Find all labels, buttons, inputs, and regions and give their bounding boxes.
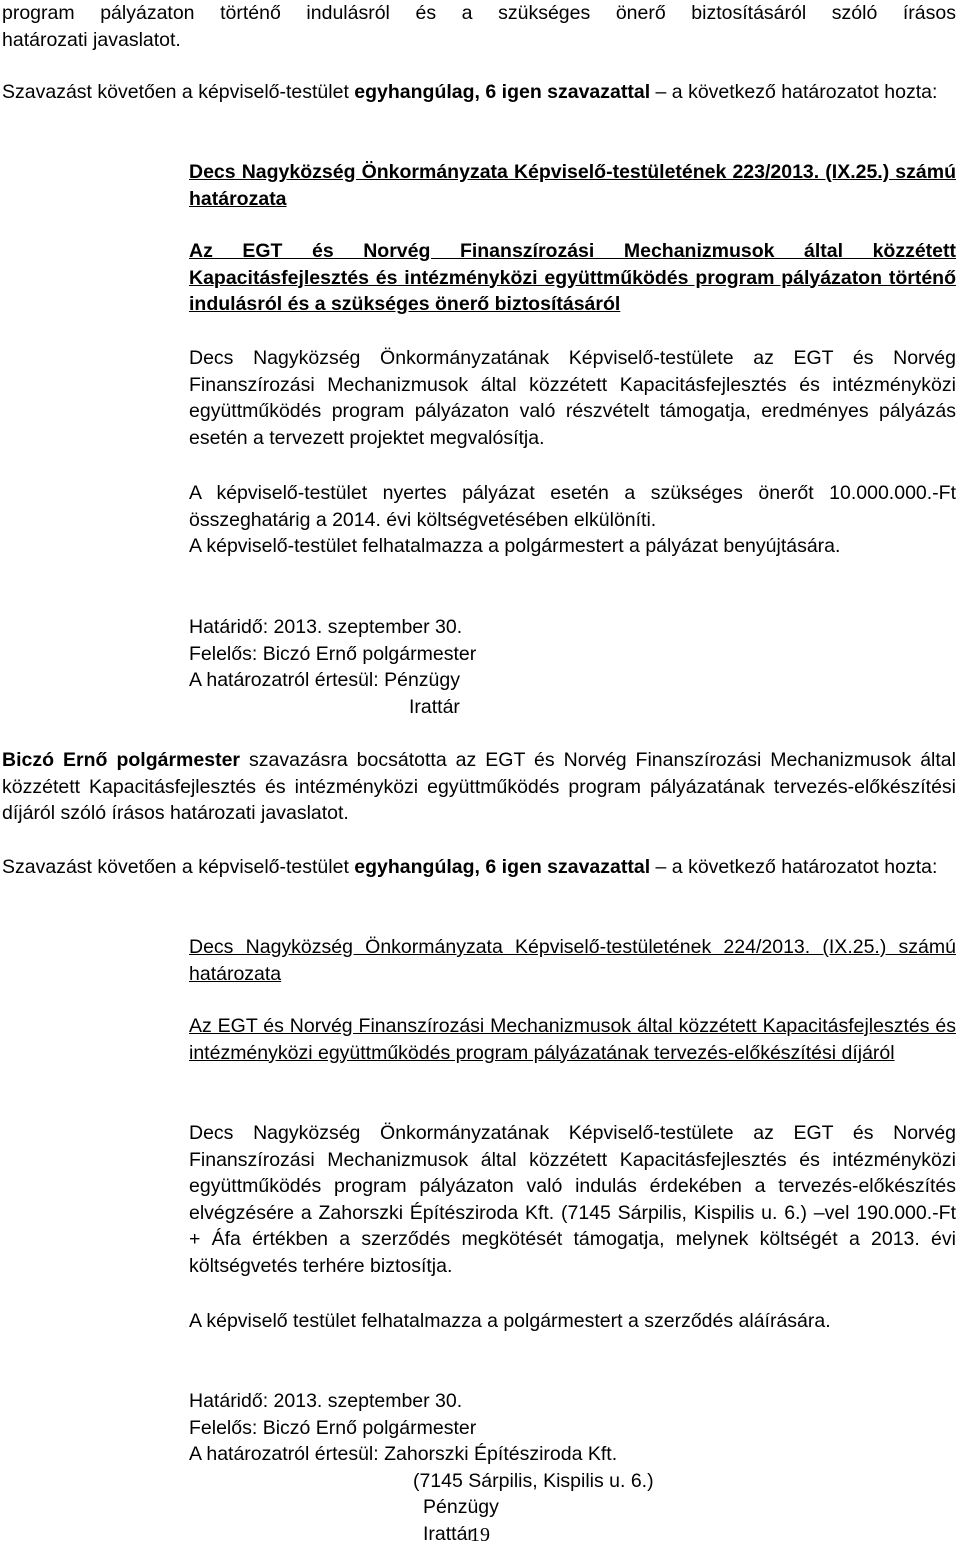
resolution-1-subject: Az EGT és Norvég Finanszírozási Mechanizmusok által közzétett Kapacitásfejlesztés és intézményközi együttműködés program pályázaton történő indulásról és a szükséges önerő biztosításáról bbox=[189, 240, 956, 315]
resolution-2-responsible: Felelős: Biczó Ernő polgármester bbox=[189, 1417, 477, 1439]
intro-2-text: szavazásra bocsátotta az EGT és Norvég Finanszírozási Mechanizmusok által közzétett Kapacitásfejlesztés és intézményközi együttműködés program pályázatának tervezés-előkészítési díjáról szóló írásos határozati javaslatot. bbox=[2, 749, 956, 824]
resolution-2-subject: Az EGT és Norvég Finanszírozási Mechanizmusok által közzétett Kapacitásfejlesztés és intézményközi együttműködés program pályázatának tervezés-előkészítési díjáról bbox=[189, 1015, 956, 1064]
vote-suffix: – a következő határozatot hozta: bbox=[650, 81, 938, 103]
vote-paragraph-2 bbox=[2, 854, 956, 881]
vote-suffix: – a következő határozatot hozta: bbox=[650, 856, 938, 878]
vote-result: egyhangúlag, 6 igen szavazattal bbox=[354, 856, 651, 878]
resolution-2-notified-penzugy: Pénzügy bbox=[423, 1496, 499, 1518]
resolution-1-responsible: Felelős: Biczó Ernő polgármester bbox=[189, 643, 477, 665]
intro-paragraph-1 bbox=[2, 0, 956, 53]
resolution-2-deadline: Határidő: 2013. szeptember 30. bbox=[189, 1390, 463, 1412]
page-number: 19 bbox=[470, 1524, 490, 1546]
resolution-2-title: Decs Nagyközség Önkormányzata Képviselő-testületének 224/2013. (IX.25.) számú határozata bbox=[189, 936, 956, 985]
vote-prefix: Szavazást követően a képviselő-testület bbox=[2, 856, 355, 878]
resolution-2-body-2: A képviselő testület felhatalmazza a polgármestert a szerződés aláírására. bbox=[189, 1310, 831, 1332]
resolution-1-deadline: Határidő: 2013. szeptember 30. bbox=[189, 616, 463, 638]
resolution-2-notified: A határozatról értesül: Zahorszki Építésziroda Kft. bbox=[189, 1443, 618, 1465]
resolution-1-notified: A határozatról értesül: Pénzügy bbox=[189, 669, 460, 691]
resolution-1-title: Decs Nagyközség Önkormányzata Képviselő-testületének 223/2013. (IX.25.) számú határozata bbox=[189, 161, 956, 210]
vote-paragraph-1 bbox=[2, 79, 956, 106]
vote-result: egyhangúlag, 6 igen szavazattal bbox=[354, 81, 651, 103]
resolution-1-body-1: Decs Nagyközség Önkormányzatának Képviselő-testülete az EGT és Norvég Finanszírozási Mechanizmusok által közzétett Kapacitásfejlesztés és intézményközi együttműködés program pályázaton való részvételt támogatja, eredményes pályázás esetén a tervezett projektet megvalósítja. bbox=[189, 347, 956, 449]
resolution-1-body-2: A képviselő-testület nyertes pályázat esetén a szükséges önerőt 10.000.000.-Ft összeghatárig a 2014. évi költségvetésében elkülöníti. bbox=[189, 482, 956, 531]
mayor-name: Biczó Ernő polgármester bbox=[2, 749, 241, 771]
intro-line-1: program pályázaton történő indulásról és a szükséges önerő biztosításáról szóló írásos bbox=[2, 2, 956, 24]
resolution-2-notified-irattar: Irattár bbox=[423, 1523, 474, 1545]
intro-paragraph-2 bbox=[2, 747, 956, 827]
resolution-1-notified-irattar: Irattár bbox=[409, 696, 460, 718]
resolution-2-body-1: Decs Nagyközség Önkormányzatának Képviselő-testülete az EGT és Norvég Finanszírozási Mechanizmusok által közzétett Kapacitásfejlesztés és intézményközi együttműködés program pályázaton való indulás érdekében a tervezés-előkészítés elvégzésére a Zahorszki Építésziroda Kft. (7145 Sárpilis, Kispilis u. 6.) –vel 190.000.-Ft + Áfa értékben a szerződés megkötését támogatja, melynek költségét a 2013. évi költségvetés terhére biztosítja. bbox=[189, 1122, 956, 1277]
resolution-1-body-3: A képviselő-testület felhatalmazza a polgármestert a pályázat benyújtására. bbox=[189, 535, 841, 557]
vote-prefix: Szavazást követően a képviselő-testület bbox=[2, 81, 355, 103]
resolution-2-notified-address: (7145 Sárpilis, Kispilis u. 6.) bbox=[413, 1470, 654, 1492]
intro-line-2: határozati javaslatot. bbox=[2, 28, 181, 51]
